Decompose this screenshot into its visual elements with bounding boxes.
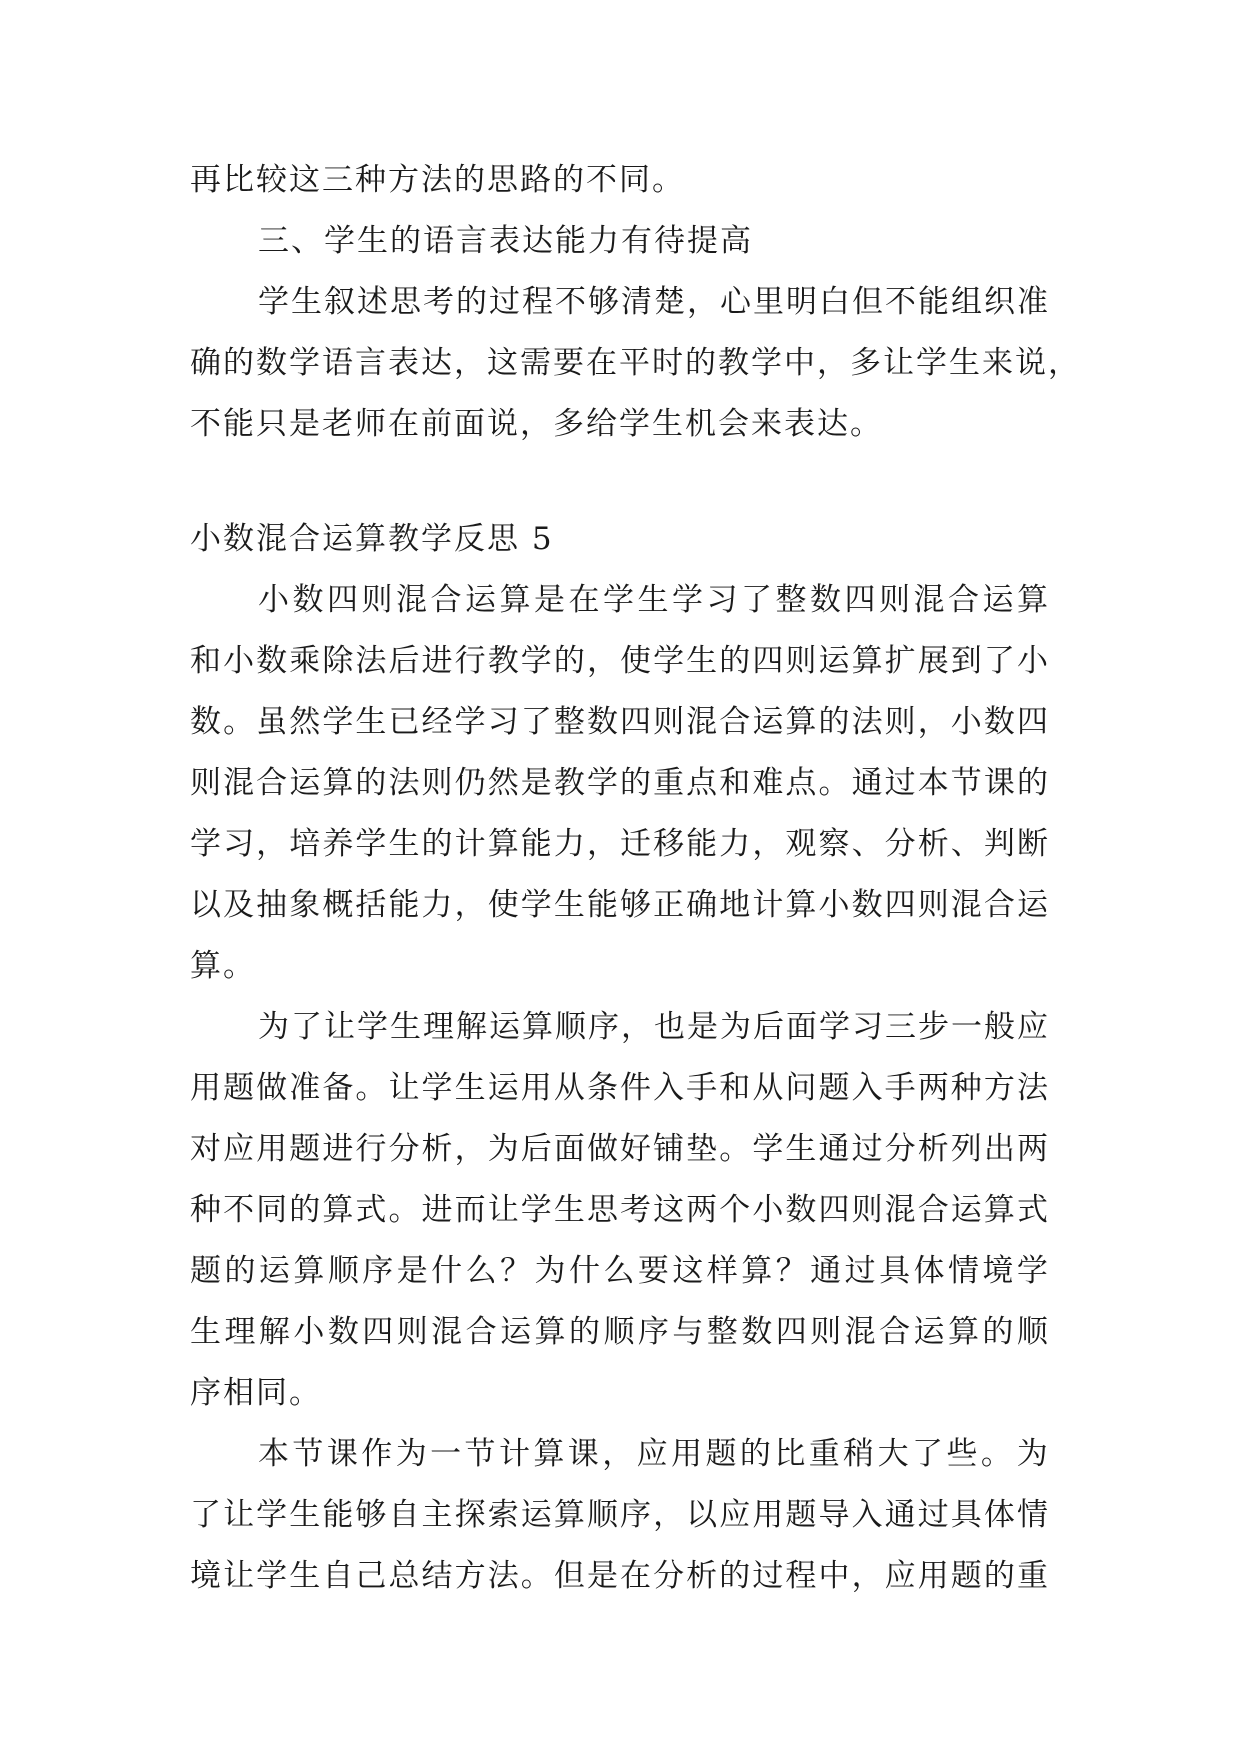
- section-heading: 小数混合运算教学反思 5: [190, 521, 554, 557]
- text-line: 确 的 数 学 语 言 表 达 ， 这 需 要 在 平 时 的 教 学 中 ， 多 让 学 生 来 说 ，: [190, 345, 1081, 381]
- text-line: 数 。 虽 然 学 生 已 经 学 习 了 整 数 四 则 混 合 运 算 的 法 则 ， 小 数 四: [190, 704, 1050, 740]
- document-body: [190, 150, 1081, 1607]
- text-line: 小 数 四 则 混 合 运 算 是 在 学 生 学 习 了 整 数 四 则 混 合 运 算: [258, 582, 1050, 618]
- text-line: 种 不 同 的 算 式 。 进 而 让 学 生 思 考 这 两 个 小 数 四 则 混 合 运 算 式: [190, 1192, 1050, 1228]
- text-line: 三、学生的语言表达能力有待提高: [258, 223, 753, 259]
- text-line: 算。: [190, 948, 256, 984]
- text-line: 和 小 数 乘 除 法 后 进 行 教 学 的 ， 使 学 生 的 四 则 运 算 扩 展 到 了 小: [190, 643, 1050, 679]
- text-line: 了 让 学 生 能 够 自 主 探 索 运 算 顺 序 ， 以 应 用 题 导 入 通 过 具 体 情: [190, 1497, 1050, 1533]
- text-line: 用 题 做 准 备 。 让 学 生 运 用 从 条 件 入 手 和 从 问 题 入 手 两 种 方 法: [190, 1070, 1050, 1106]
- text-line: 以 及 抽 象 概 括 能 力 ， 使 学 生 能 够 正 确 地 计 算 小 数 四 则 混 合 运: [190, 887, 1050, 923]
- text-line: 题 的 运 算 顺 序 是 什 么 ？ 为 什 么 要 这 样 算 ？ 通 过 具 体 情 境 学: [190, 1253, 1050, 1289]
- text-line: 学 习 ， 培 养 学 生 的 计 算 能 力 ， 迁 移 能 力 ， 观 察 、 分 析 、 判 断: [190, 826, 1050, 862]
- text-line: 学 生 叙 述 思 考 的 过 程 不 够 清 楚 ， 心 里 明 白 但 不 能 组 织 准: [258, 284, 1050, 320]
- text-line: 境 让 学 生 自 己 总 结 方 法 。 但 是 在 分 析 的 过 程 中 ， 应 用 题 的 重: [190, 1558, 1050, 1594]
- document-page: [190, 150, 1081, 1607]
- text-line: 序相同。: [190, 1375, 322, 1411]
- text-line: 不能只是老师在前面说，多给学生机会来表达。: [190, 406, 883, 442]
- text-line: 则 混 合 运 算 的 法 则 仍 然 是 教 学 的 重 点 和 难 点 。 通 过 本 节 课 的: [190, 765, 1050, 801]
- text-line: 生 理 解 小 数 四 则 混 合 运 算 的 顺 序 与 整 数 四 则 混 合 运 算 的 顺: [190, 1314, 1050, 1350]
- text-line: 为 了 让 学 生 理 解 运 算 顺 序 ， 也 是 为 后 面 学 习 三 步 一 般 应: [258, 1009, 1050, 1045]
- text-line: 本 节 课 作 为 一 节 计 算 课 ， 应 用 题 的 比 重 稍 大 了 些 。 为: [258, 1436, 1050, 1472]
- text-line: 再比较这三种方法的思路的不同。: [190, 162, 685, 198]
- text-line: 对 应 用 题 进 行 分 析 ， 为 后 面 做 好 铺 垫 。 学 生 通 过 分 析 列 出 两: [190, 1131, 1050, 1167]
